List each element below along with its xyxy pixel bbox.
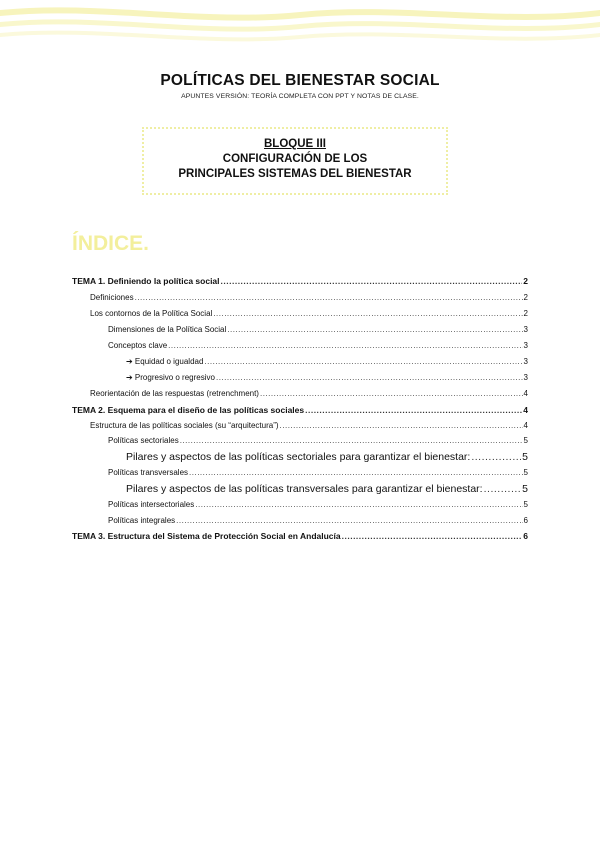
toc-page-number: 5 [523, 468, 528, 477]
toc-entry-label: Políticas transversales [108, 468, 189, 477]
toc-page-number: 4 [523, 405, 528, 415]
toc-entry[interactable] [90, 389, 528, 398]
toc-entry[interactable] [108, 341, 528, 350]
leader-dots [204, 357, 522, 366]
block-title-line-2: PRINCIPALES SISTEMAS DEL BIENESTAR [178, 168, 412, 180]
document-title: POLÍTICAS DEL BIENESTAR SOCIAL [160, 72, 440, 89]
index-heading: ÍNDICE. [72, 232, 150, 255]
toc-entry-label: Estructura de las políticas sociales (su “arquitectura”) [90, 421, 279, 430]
toc-page-number: 3 [523, 373, 528, 382]
leader-dots [195, 500, 522, 509]
leader-dots [305, 405, 522, 415]
leader-dots [176, 516, 522, 525]
toc-entry-label: Definiciones [90, 293, 134, 302]
leader-dots [168, 341, 522, 350]
toc-entry[interactable] [108, 500, 528, 509]
leader-dots [135, 293, 523, 302]
toc-entry-label: Políticas sectoriales [108, 436, 179, 445]
toc-page-number: 2 [523, 276, 528, 286]
toc-entry-label: Los contornos de la Política Social [90, 309, 213, 318]
toc-entry-label: TEMA 1. Definiendo la política social [72, 276, 220, 286]
toc-entry[interactable] [72, 276, 528, 286]
toc-page-number: 3 [523, 341, 528, 350]
toc-entry[interactable] [90, 309, 528, 318]
toc-entry[interactable] [90, 421, 528, 430]
toc-page-number: 2 [523, 293, 528, 302]
leader-dots [213, 309, 522, 318]
leader-dots [260, 389, 523, 398]
toc-entry-label: Pilares y aspectos de las políticas transversales para garantizar el bienestar: [126, 483, 483, 495]
leader-dots [484, 483, 522, 495]
toc-entry-label: TEMA 2. Esquema para el diseño de las políticas sociales [72, 405, 305, 415]
toc-entry[interactable] [72, 531, 528, 541]
leader-dots [221, 276, 523, 286]
toc-entry[interactable] [90, 293, 528, 302]
toc-entry-label: Políticas intersectoriales [108, 500, 195, 509]
toc-page-number: 4 [523, 421, 528, 430]
toc-entry[interactable] [126, 483, 528, 495]
leader-dots [189, 468, 523, 477]
toc-page-number: 5 [523, 436, 528, 445]
toc-entry-label: ➔ Equidad o igualdad [126, 357, 204, 366]
document-subtitle: APUNTES VERSIÓN: TEORÍA COMPLETA CON PPT Y NOTAS DE CLASE. [181, 93, 419, 100]
block-box [142, 127, 448, 195]
toc-page-number: 5 [522, 483, 528, 495]
toc-entry-label: ➔ Progresivo o regresivo [126, 373, 215, 382]
toc-entry[interactable] [108, 468, 528, 477]
toc-page-number: 6 [523, 516, 528, 525]
toc-entry[interactable] [72, 405, 528, 415]
toc-page-number: 3 [523, 357, 528, 366]
toc-entry[interactable] [126, 357, 528, 366]
toc-entry[interactable] [108, 516, 528, 525]
toc-page-number: 4 [523, 389, 528, 398]
leader-dots [342, 531, 523, 541]
toc-entry-label: Conceptos clave [108, 341, 168, 350]
toc-entry-label: Pilares y aspectos de las políticas sectoriales para garantizar el bienestar: [126, 451, 471, 463]
toc-entry-label: Reorientación de las respuestas (retrenchment) [90, 389, 259, 398]
toc-page-number: 5 [523, 500, 528, 509]
toc-page-number: 3 [523, 325, 528, 334]
decorative-wave-header [0, 0, 600, 50]
toc-entry[interactable] [126, 451, 528, 463]
toc-entry-label: Políticas integrales [108, 516, 176, 525]
leader-dots [227, 325, 522, 334]
toc-entry-label: TEMA 3. Estructura del Sistema de Protección Social en Andalucía [72, 531, 341, 541]
toc-page-number: 2 [523, 309, 528, 318]
toc-page-number: 6 [523, 531, 528, 541]
leader-dots [216, 373, 523, 382]
toc-entry[interactable] [108, 325, 528, 334]
block-title-line-1: CONFIGURACIÓN DE LOS [222, 153, 368, 165]
leader-dots [280, 421, 523, 430]
leader-dots [471, 451, 521, 463]
block-label: BLOQUE III [264, 138, 326, 150]
leader-dots [180, 436, 523, 445]
toc-entry[interactable] [126, 373, 528, 382]
toc-entry-label: Dimensiones de la Política Social [108, 325, 227, 334]
toc-page-number: 5 [522, 451, 528, 463]
toc-entry[interactable] [108, 436, 528, 445]
